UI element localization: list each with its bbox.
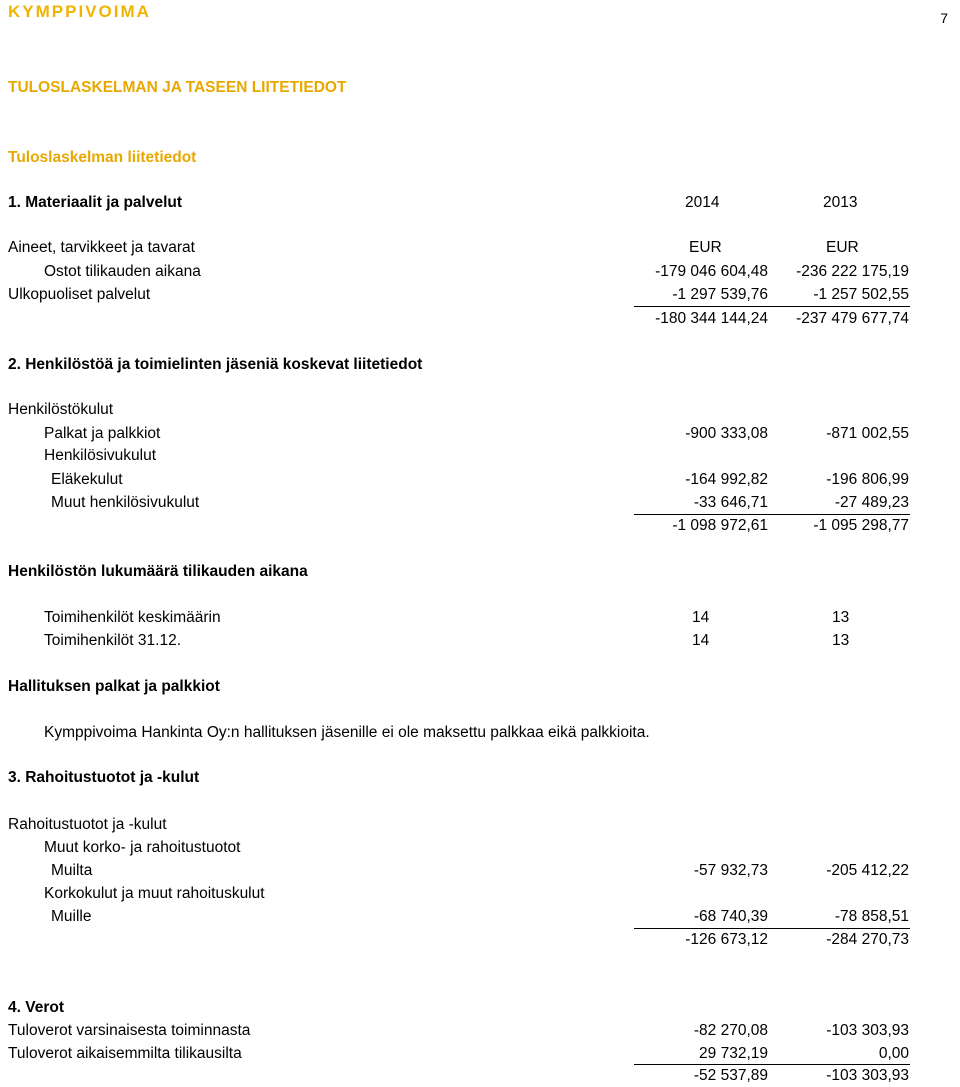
total-2014: -126 673,12 (685, 931, 768, 948)
value-2013: -196 806,99 (826, 471, 909, 488)
page-title: TULOSLASKELMAN JA TASEEN LIITETIEDOT (8, 79, 347, 96)
personnel-group-label: Henkilöstökulut (8, 401, 114, 418)
row-label: Tuloverot aikaisemmilta tilikausilta (8, 1045, 242, 1062)
value-2014: -900 333,08 (685, 425, 768, 442)
value-2014: -164 992,82 (685, 471, 768, 488)
row-label: Tuloverot varsinaisesta toiminnasta (8, 1022, 251, 1039)
total-2013: -237 479 677,74 (796, 310, 909, 327)
value-2014: -179 046 604,48 (655, 263, 768, 280)
value-2013: -205 412,22 (826, 862, 909, 879)
row-label: Ostot tilikauden aikana (44, 263, 201, 280)
expense-label: Korkokulut ja muut rahoituskulut (44, 885, 265, 902)
row-label: Muille (51, 908, 92, 925)
value-2013: 13 (832, 632, 850, 649)
value-2014: -33 646,71 (693, 494, 768, 511)
finance-group-label: Rahoitustuotot ja -kulut (8, 816, 167, 833)
section-2-heading: 2. Henkilöstöä ja toimielinten jäseniä koskevat liitetiedot (8, 356, 423, 373)
value-2014: 29 732,19 (699, 1045, 768, 1062)
value-2013: -27 489,23 (834, 494, 909, 511)
sum-divider (634, 928, 910, 929)
value-2014: -68 740,39 (693, 908, 768, 925)
total-2014: -1 098 972,61 (672, 517, 768, 534)
value-2013: -1 257 502,55 (813, 286, 909, 303)
headcount-heading: Henkilöstön lukumäärä tilikauden aikana (8, 563, 308, 580)
row-label: Toimihenkilöt keskimäärin (44, 609, 221, 626)
currency-2014: EUR (689, 239, 722, 256)
page-number: 7 (940, 10, 948, 26)
materials-group-label: Aineet, tarvikkeet ja tavarat (8, 239, 195, 256)
total-2014: -180 344 144,24 (655, 310, 768, 327)
company-logo: KYMPPIVOIMA (8, 2, 151, 21)
value-2014: 14 (692, 632, 710, 649)
total-2013: -284 270,73 (826, 931, 909, 948)
value-2013: -103 303,93 (826, 1022, 909, 1039)
section-3-heading: 3. Rahoitustuotot ja -kulut (8, 769, 200, 786)
value-2013: -78 858,51 (834, 908, 909, 925)
side-costs-label: Henkilösivukulut (44, 447, 156, 464)
board-heading: Hallituksen palkat ja palkkiot (8, 678, 220, 695)
total-2014: -52 537,89 (693, 1067, 768, 1084)
row-label: Ulkopuoliset palvelut (8, 286, 151, 303)
sum-divider (634, 514, 910, 515)
section-1-heading: 1. Materiaalit ja palvelut (8, 194, 183, 211)
value-2014: -57 932,73 (693, 862, 768, 879)
row-label: Toimihenkilöt 31.12. (44, 632, 181, 649)
page-subtitle: Tuloslaskelman liitetiedot (8, 149, 197, 166)
row-label: Muut henkilösivukulut (51, 494, 200, 511)
value-2013: -236 222 175,19 (796, 263, 909, 280)
total-2013: -103 303,93 (826, 1067, 909, 1084)
row-label: Muilta (51, 862, 93, 879)
sum-divider (634, 1064, 910, 1065)
value-2014: -82 270,08 (693, 1022, 768, 1039)
value-2014: 14 (692, 609, 710, 626)
sum-divider (634, 306, 910, 307)
value-2013: 0,00 (878, 1045, 909, 1062)
value-2014: -1 297 539,76 (672, 286, 768, 303)
income-label: Muut korko- ja rahoitustuotot (44, 839, 241, 856)
total-2013: -1 095 298,77 (813, 517, 909, 534)
value-2013: 13 (832, 609, 850, 626)
currency-2013: EUR (826, 239, 859, 256)
board-text: Kymppivoima Hankinta Oy:n hallituksen jäsenille ei ole maksettu palkkaa eikä palkkioita. (44, 724, 650, 741)
year-2013: 2013 (823, 194, 858, 211)
row-label: Eläkekulut (51, 471, 123, 488)
row-label: Palkat ja palkkiot (44, 425, 161, 442)
value-2013: -871 002,55 (826, 425, 909, 442)
year-2014: 2014 (685, 194, 720, 211)
section-4-heading: 4. Verot (8, 999, 64, 1016)
